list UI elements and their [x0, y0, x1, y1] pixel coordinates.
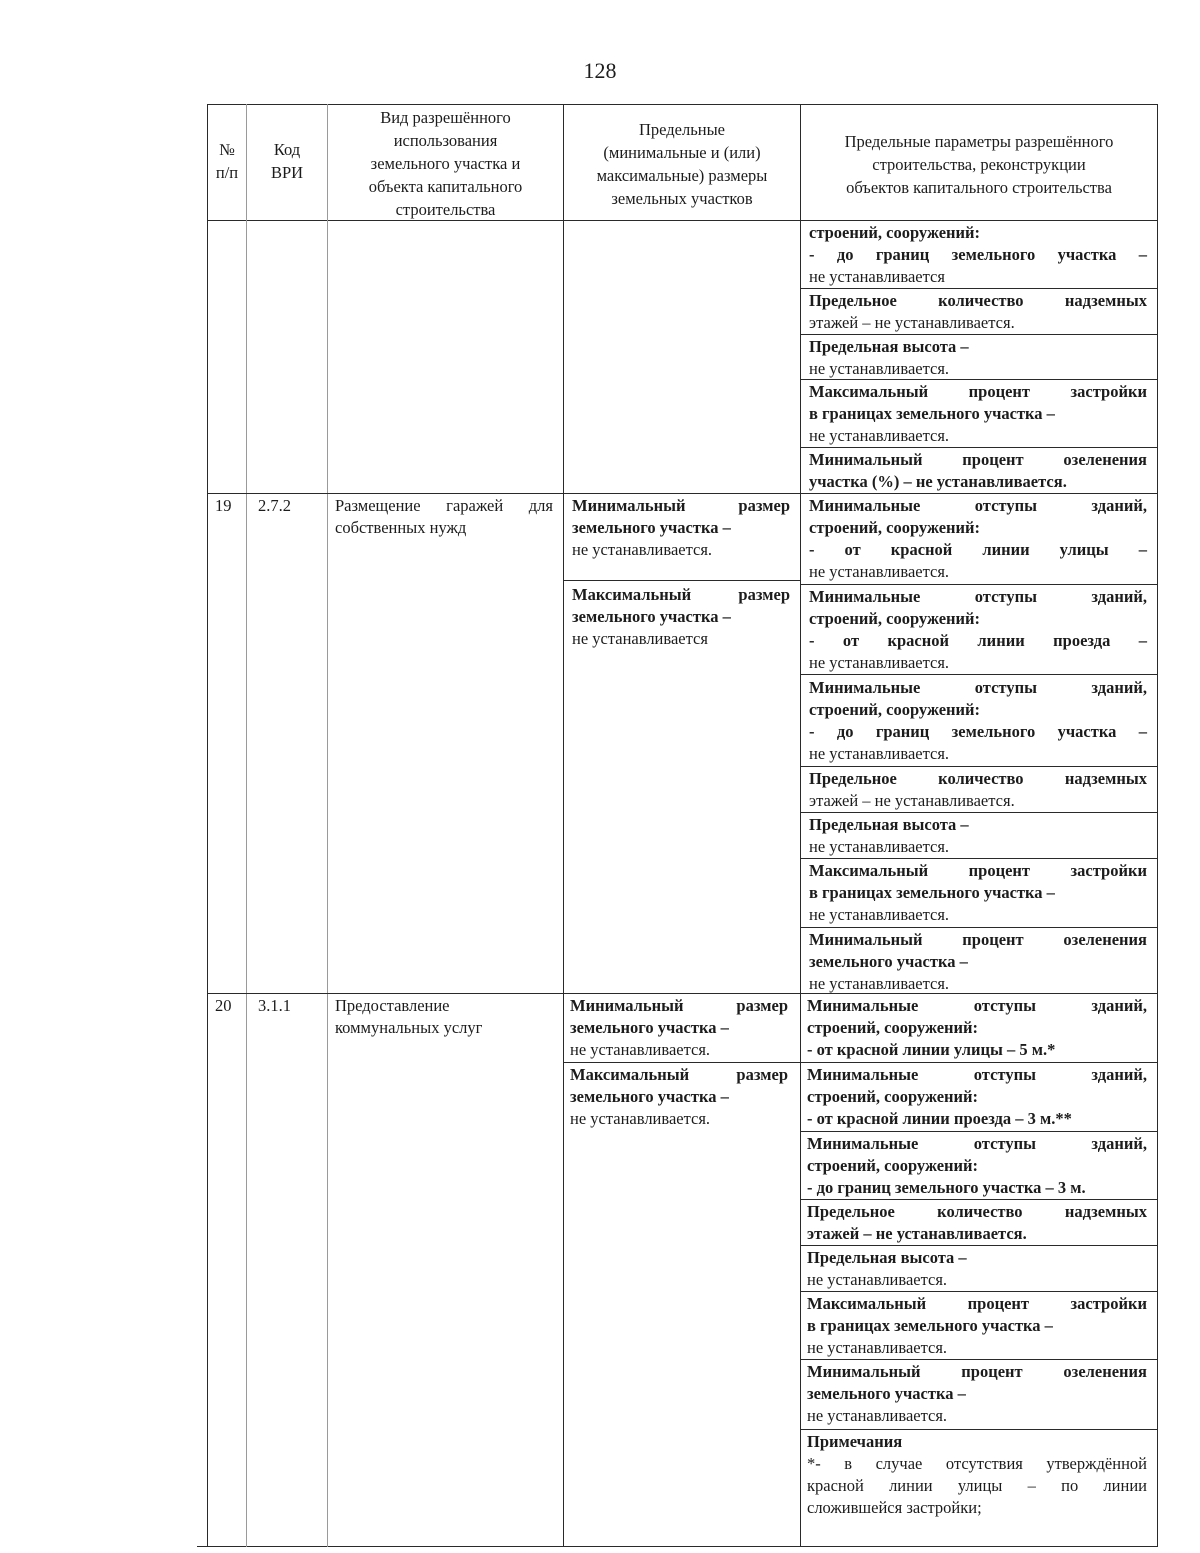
- page-number: 128: [583, 58, 617, 83]
- r20-sep-5: [800, 1291, 1158, 1292]
- header-params: Предельные параметры разрешённого строительства, реконструкции объектов капитального строительства: [844, 132, 1114, 197]
- cont-param-3: Предельная высота – не устанавливается.: [809, 337, 969, 378]
- row20-param-3: Минимальные отступы зданий, строений, сооружений: - до границ земельного участка – 3 м.: [807, 1134, 1147, 1197]
- row20-code: 3.1.1: [258, 996, 291, 1015]
- row19-top-line: [207, 493, 1158, 494]
- r19-sep-2: [800, 674, 1158, 675]
- row20-size-max: Максимальный размер земельного участка – не устанавливается.: [570, 1065, 788, 1128]
- header-num: № п/п: [215, 140, 239, 182]
- col-line-3: [563, 104, 564, 1547]
- row19-size-min: Минимальный размер земельного участка – не устанавливается.: [572, 496, 790, 559]
- cont-param-4: Максимальный процент застройки в границах земельного участка – не устанавливается.: [809, 382, 1147, 445]
- row19-param-2: Минимальные отступы зданий, строений, сооружений: - от красной линии проезда – не устанавливается.: [809, 587, 1147, 672]
- table-border-bottom: [197, 1546, 1158, 1547]
- cont-param-1: строений, сооружений: - до границ земельного участка – не устанавливается: [809, 223, 1147, 286]
- col-line-1: [246, 104, 247, 1547]
- cont-param-2: Предельное количество надземных этажей – не устанавливается.: [809, 291, 1147, 332]
- row20-param-6: Максимальный процент застройки в границах земельного участка – не устанавливается.: [807, 1294, 1147, 1357]
- row19-param-3: Минимальные отступы зданий, строений, сооружений: - до границ земельного участка – не устанавливается.: [809, 678, 1147, 763]
- col-line-2: [327, 104, 328, 1547]
- header-kind: Вид разрешённого использования земельного участка и объекта капитального строительства: [368, 108, 523, 219]
- row19-param-6: Максимальный процент застройки в границах земельного участка – не устанавливается.: [809, 861, 1147, 924]
- row20-kind: Предоставление коммунальных услуг: [335, 996, 483, 1037]
- cont-sep-1: [800, 288, 1158, 289]
- row20-param-4: Предельное количество надземных этажей – не устанавливается.: [807, 1202, 1147, 1243]
- r19-sep-4: [800, 812, 1158, 813]
- row19-kind: Размещение гаражей для собственных нужд: [335, 496, 553, 537]
- cont-param-5: Минимальный процент озеленения участка (%) – не устанавливается.: [809, 450, 1147, 491]
- row20-notes: Примечания *- в случае отсутствия утверждённой красной линии улицы – по линии сложившейся застройки;: [807, 1432, 1147, 1517]
- row20-size-sep: [563, 1062, 801, 1063]
- row20-param-5: Предельная высота – не устанавливается.: [807, 1248, 967, 1289]
- row19-param-4: Предельное количество надземных этажей – не устанавливается.: [809, 769, 1147, 810]
- table-border-left: [207, 104, 208, 1547]
- table-border-right: [1157, 104, 1158, 1547]
- row19-param-1: Минимальные отступы зданий, строений, сооружений: - от красной линии улицы – не устанавливается.: [809, 496, 1147, 581]
- r19-sep-6: [800, 927, 1158, 928]
- r20-sep-4: [800, 1245, 1158, 1246]
- header-size: Предельные (минимальные и (или) максимальные) размеры земельных участков: [596, 120, 768, 208]
- r20-sep-2: [800, 1131, 1158, 1132]
- row20-size-min: Минимальный размер земельного участка – не устанавливается.: [570, 996, 788, 1059]
- row19-param-7: Минимальный процент озеленения земельного участка – не устанавливается.: [809, 930, 1147, 993]
- r20-sep-6: [800, 1359, 1158, 1360]
- row20-param-2: Минимальные отступы зданий, строений, сооружений: - от красной линии проезда – 3 м.**: [807, 1065, 1147, 1128]
- r19-sep-3: [800, 766, 1158, 767]
- row20-param-7: Минимальный процент озеленения земельного участка – не устанавливается.: [807, 1362, 1147, 1425]
- row19-size-sep: [563, 580, 801, 581]
- header-code: Код ВРИ: [270, 140, 304, 182]
- row20-num: 20: [215, 996, 232, 1015]
- col-line-4: [800, 104, 801, 1547]
- row19-num: 19: [215, 496, 232, 515]
- r20-sep-3: [800, 1199, 1158, 1200]
- r19-sep-5: [800, 858, 1158, 859]
- cont-sep-4: [800, 447, 1158, 448]
- r19-sep-1: [800, 584, 1158, 585]
- row20-param-1: Минимальные отступы зданий, строений, сооружений: - от красной линии улицы – 5 м.*: [807, 996, 1147, 1059]
- r20-sep-1: [800, 1062, 1158, 1063]
- row19-param-5: Предельная высота – не устанавливается.: [809, 815, 969, 856]
- table-border-top: [207, 104, 1158, 105]
- row19-code: 2.7.2: [258, 496, 291, 515]
- row19-size-max: Максимальный размер земельного участка – не устанавливается: [572, 585, 790, 648]
- cont-sep-2: [800, 334, 1158, 335]
- r20-sep-7: [800, 1429, 1158, 1430]
